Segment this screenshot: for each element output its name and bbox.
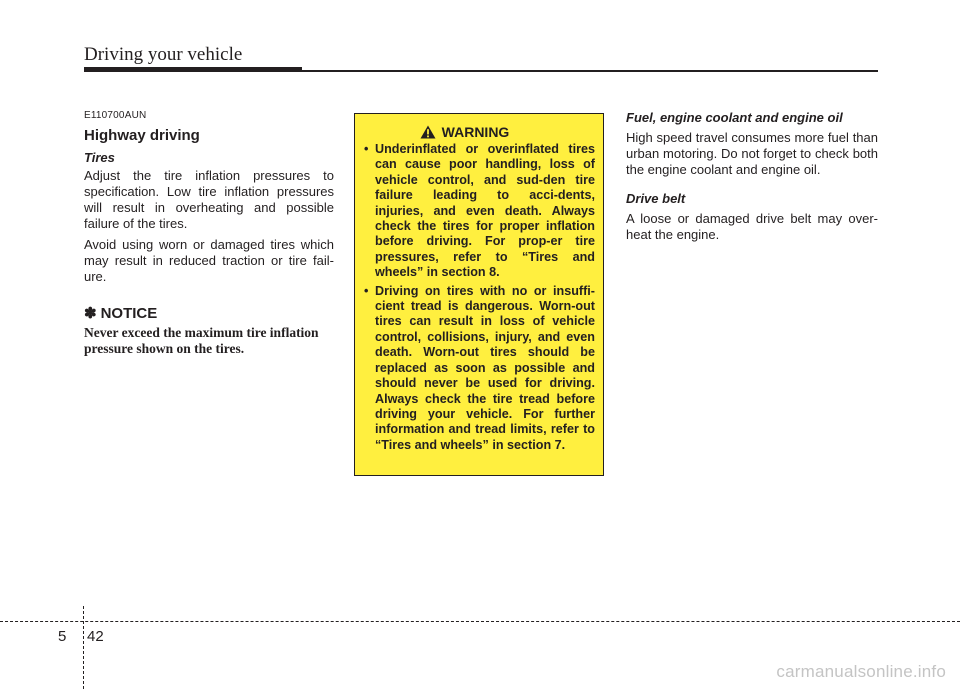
left-column [84,110,334,357]
fuel-paragraph: High speed travel consumes more fuel than urban motoring. Do not forget to check both the engine coolant and engine oil. [626,130,878,177]
belt-heading: Drive belt [626,191,686,206]
page-number: 42 [87,628,104,645]
belt-paragraph: A loose or damaged drive belt may over-heat the engine. [626,211,878,242]
watermark: carmanualsonline.info [776,662,946,681]
bullet-icon: • [364,283,369,298]
warning-item-text: Driving on tires with no or insuffi-cient tread is dangerous. Worn-out tires can result in loss of vehicle control, collisions, injury, and even death. Worn-out tires should be replaced as soon as possible and should never be used for driving. Always check the tire tread before driving your vehicle. For further information and tread limits, refer to “Tires and wheels” in section 7. [375,283,595,452]
warning-item [364,284,595,453]
tires-paragraph-1: Adjust the tire inflation pressures to specification. Low tire inflation pressures will result in overheating and possible failure of the tires. [84,168,334,231]
warning-item-text: Underinflated or overinflated tires can cause poor handling, loss of vehicle control, and sud-den tire failure leading to acci-dents, injuries, and even death. Always check the tires for proper inflation before driving. For prop-er tire pressures, refer to “Tires and wheels” in section 8. [375,142,595,280]
notice-star-icon: ✽ [84,305,97,322]
chapter-number: 5 [58,628,67,645]
tires-paragraph-2: Avoid using worn or damaged tires which may result in reduced traction or tire fail-ure. [84,237,334,284]
warning-list [364,142,595,453]
warning-triangle-icon [420,125,436,139]
fuel-heading: Fuel, engine coolant and engine oil [626,110,843,125]
header-bar [84,67,302,72]
tires-heading: Tires [84,150,115,165]
page-header-title: Driving your vehicle [84,44,243,65]
right-column [626,110,878,248]
header-rule [302,70,878,72]
section-code: E110700AUN [84,110,147,121]
footer-rule [0,621,960,622]
warning-label: WARNING [441,124,510,140]
warning-header [334,124,595,140]
notice-label: NOTICE [100,304,158,322]
footer-divider [83,606,84,689]
notice-heading [84,304,334,322]
warning-item [364,142,595,281]
notice-text: Never exceed the maximum tire inflation pressure shown on the tires. [84,325,319,356]
section-title: Highway driving [84,127,200,144]
warning-box [354,113,604,476]
bullet-icon: • [364,142,369,156]
